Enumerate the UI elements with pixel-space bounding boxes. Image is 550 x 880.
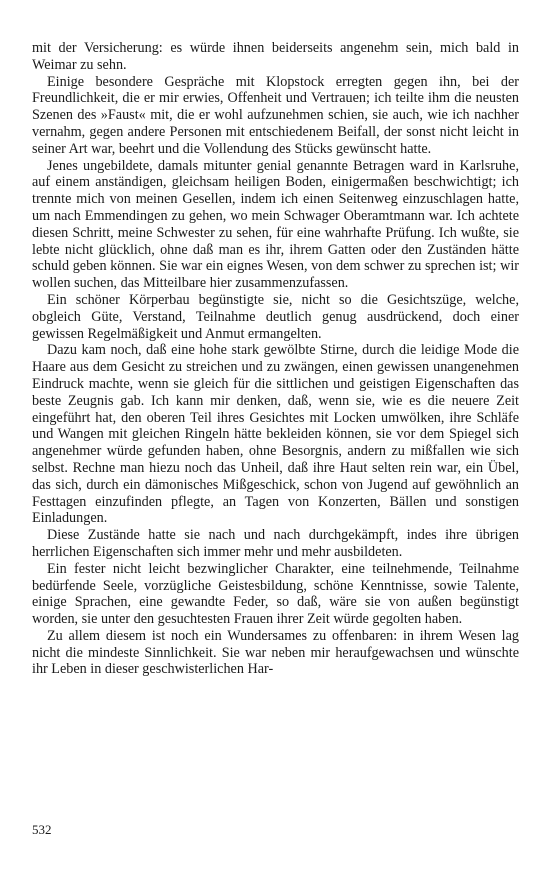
paragraph-5: Dazu kam noch, daß eine hohe stark gewölbte Stirne, durch die leidige Mode die Haare aus dem Gesicht zu streichen und zu zwängen, einen gewissen unangenehmen Eindruck machte, wenn sie gleich für die sittlichen und geistigen Eigenschaften das beste Zeugnis gab. Ich kann mir denken, daß, wenn sie, wie es die neuere Zeit eingeführt hat, den oberen Teil ihres Gesichtes mit Locken umwölken, ihre Schläfe und Wangen mit gleichen Ringeln hätte bekleiden können, sie vor dem Spiegel sich angenehmer würde gefunden haben, ohne Besorgnis, andern zu mißfallen wie sich selbst. Rechne man hiezu noch das Unheil, daß ihre Haut selten rein war, ein Übel, das sich, durch ein dämonisches Mißgeschick, schon von Jugend auf gewöhnlich an Festtagen einzufinden pflegte, an Tagen von Konzerten, Bällen und sonstigen Einladungen. [32, 342, 519, 527]
paragraph-1: mit der Versicherung: es würde ihnen beiderseits angenehm sein, mich bald in Weimar zu sehn. [32, 40, 519, 73]
paragraph-8: Zu allem diesem ist noch ein Wundersames zu offenbaren: in ihrem Wesen lag nicht die mindeste Sinnlichkeit. Sie war neben mir heraufgewachsen und wünschte ihr Leben in dieser geschwisterlichen Har- [32, 627, 519, 678]
page-number: 532 [32, 822, 52, 837]
book-page [32, 40, 519, 678]
paragraph-6: Diese Zustände hatte sie nach und nach durchgekämpft, indes ihre übrigen herrlichen Eigenschaften sich immer mehr und mehr ausbildeten. [32, 527, 519, 560]
paragraph-2: Einige besondere Gespräche mit Klopstock erregten gegen ihn, bei der Freundlichkeit, die er mir erwies, Offenheit und Vertrauen; ich teilte ihm die neusten Szenen des »Faust« mit, die er wohl aufzunehmen schien, sie auch, wie ich nachher vernahm, gegen andere Personen mit entschiedenem Beifall, der sonst nicht leicht in seiner Art war, beehrt und die Vollendung des Stücks gewünscht hatte. [32, 73, 519, 157]
paragraph-7: Ein fester nicht leicht bezwinglicher Charakter, eine teilnehmende, Teilnahme bedürfende Seele, vorzügliche Geistesbildung, schöne Kenntnisse, sowie Talente, einige Sprachen, eine gewandte Feder, so daß, wäre sie von außen begünstigt worden, sie unter den gesuchtesten Frauen ihrer Zeit würde gegolten haben. [32, 560, 519, 628]
paragraph-4: Ein schöner Körperbau begünstigte sie, nicht so die Gesichtszüge, welche, obgleich Güte, Verstand, Teilnahme deutlich genug ausdrückend, doch einer gewissen Regelmäßigkeit und Anmut ermangelten. [32, 291, 519, 342]
paragraph-3: Jenes ungebildete, damals mitunter genial genannte Betragen ward in Karlsruhe, auf einem anständigen, gleichsam heiligen Boden, einigermaßen beschwichtigt; ich trennte mich von meinen Gesellen, indem ich einen Seitenweg einzuschlagen hatte, um nach Emmendingen zu gehen, wo mein Schwager Oberamtmann war. Ich achtete diesen Schritt, meine Schwester zu sehen, für eine wahrhafte Prüfung. Ich wußte, sie lebte nicht glücklich, ohne daß man es ihr, ihrem Gatten oder den Zuständen hätte schuld geben können. Sie war ein eignes Wesen, von dem schwer zu sprechen ist; wir wollen suchen, das Mitteilbare hier zusammenzufassen. [32, 157, 519, 292]
